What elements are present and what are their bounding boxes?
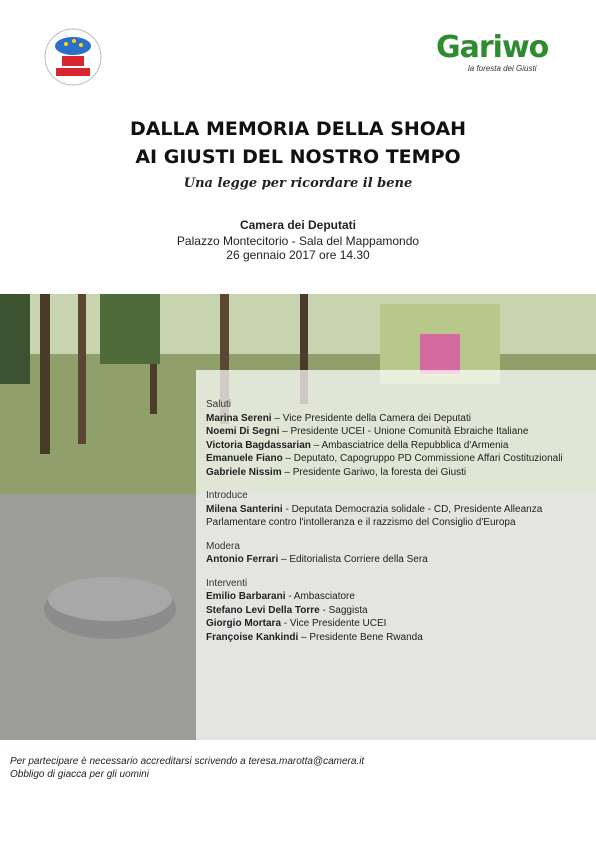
list-item	[206, 617, 586, 631]
venue-date: 26 gennaio 2017 ore 14.30	[226, 248, 370, 262]
list-item	[206, 452, 586, 466]
dress-code-note: Obbligo di giacca per gli uomini	[10, 769, 149, 780]
speaker-name: Stefano Levi Della Torre	[206, 604, 320, 616]
speaker-role: - Vice Presidente UCEI	[283, 618, 387, 629]
list-item	[206, 604, 586, 618]
list-item	[206, 590, 586, 604]
section-heading-modera: Modera	[206, 540, 240, 552]
list-item	[206, 412, 586, 426]
speaker-role: – Presidente UCEI - Unione Comunità Ebraiche Italiane	[282, 426, 529, 437]
speaker-role: – Presidente Gariwo, la foresta dei Giusti	[284, 466, 467, 478]
speaker-role: – Ambasciatrice della Repubblica d'Armenia	[313, 439, 509, 451]
speaker-role: - Ambasciatore	[288, 591, 355, 602]
democrazia-solidale-logo	[44, 28, 102, 86]
gariwo-logo-text: Gariwo	[436, 30, 549, 65]
gariwo-tagline: la foresta dei Giusti	[468, 64, 537, 73]
footer-notes	[10, 755, 364, 781]
speaker-name: Gabriele Nissim	[206, 466, 282, 478]
speaker-name: Emilio Barbarani	[206, 591, 286, 602]
list-item	[206, 631, 586, 645]
registration-note: Per partecipare è necessario accreditarsi scrivendo a teresa.marotta@camera.it	[10, 756, 365, 767]
speaker-name: Antonio Ferrari	[206, 554, 279, 565]
speaker-role: – Vice Presidente della Camera dei Deputati	[274, 412, 471, 424]
section-heading-saluti: Saluti	[206, 399, 232, 410]
speaker-name: Noemi Di Segni	[206, 426, 280, 437]
venue-name: Camera dei Deputati	[239, 218, 357, 232]
list-item	[206, 553, 586, 567]
list-item	[206, 425, 586, 439]
speaker-name: Marina Sereni	[206, 412, 272, 424]
speaker-name: Emanuele Fiano	[206, 453, 283, 464]
subtitle: Una legge per ricordare il bene	[183, 176, 413, 191]
speaker-name: Françoise Kankindi	[206, 631, 299, 643]
speaker-name: Milena Santerini	[206, 503, 283, 515]
section-heading-interventi: Interventi	[206, 577, 248, 589]
speaker-name: Victoria Bagdassarian	[206, 439, 311, 451]
program	[206, 398, 586, 644]
speaker-role: – Presidente Bene Rwanda	[301, 631, 423, 643]
venue-place: Palazzo Montecitorio - Sala del Mappamondo	[176, 234, 420, 248]
speaker-role: - Deputata Democrazia solidale - CD, Presidente Alleanza Parlamentare contro l'intolleranza e il razzismo del Consiglio d'Europa	[206, 503, 543, 528]
title-line-1: DALLA MEMORIA DELLA SHOAH	[129, 118, 467, 140]
list-item	[206, 503, 586, 530]
speaker-role: - Saggista	[322, 604, 368, 616]
list-item	[206, 466, 586, 480]
section-heading-introduce: Introduce	[206, 490, 248, 501]
speaker-role: – Editorialista Corriere della Sera	[281, 554, 428, 565]
title-line-2: AI GIUSTI DEL NOSTRO TEMPO	[135, 146, 461, 168]
list-item	[206, 439, 586, 453]
speaker-name: Giorgio Mortara	[206, 618, 282, 629]
speaker-role: – Deputato, Capogruppo PD Commissione Affari Costituzionali	[285, 453, 563, 464]
gariwo-logo	[436, 30, 552, 76]
